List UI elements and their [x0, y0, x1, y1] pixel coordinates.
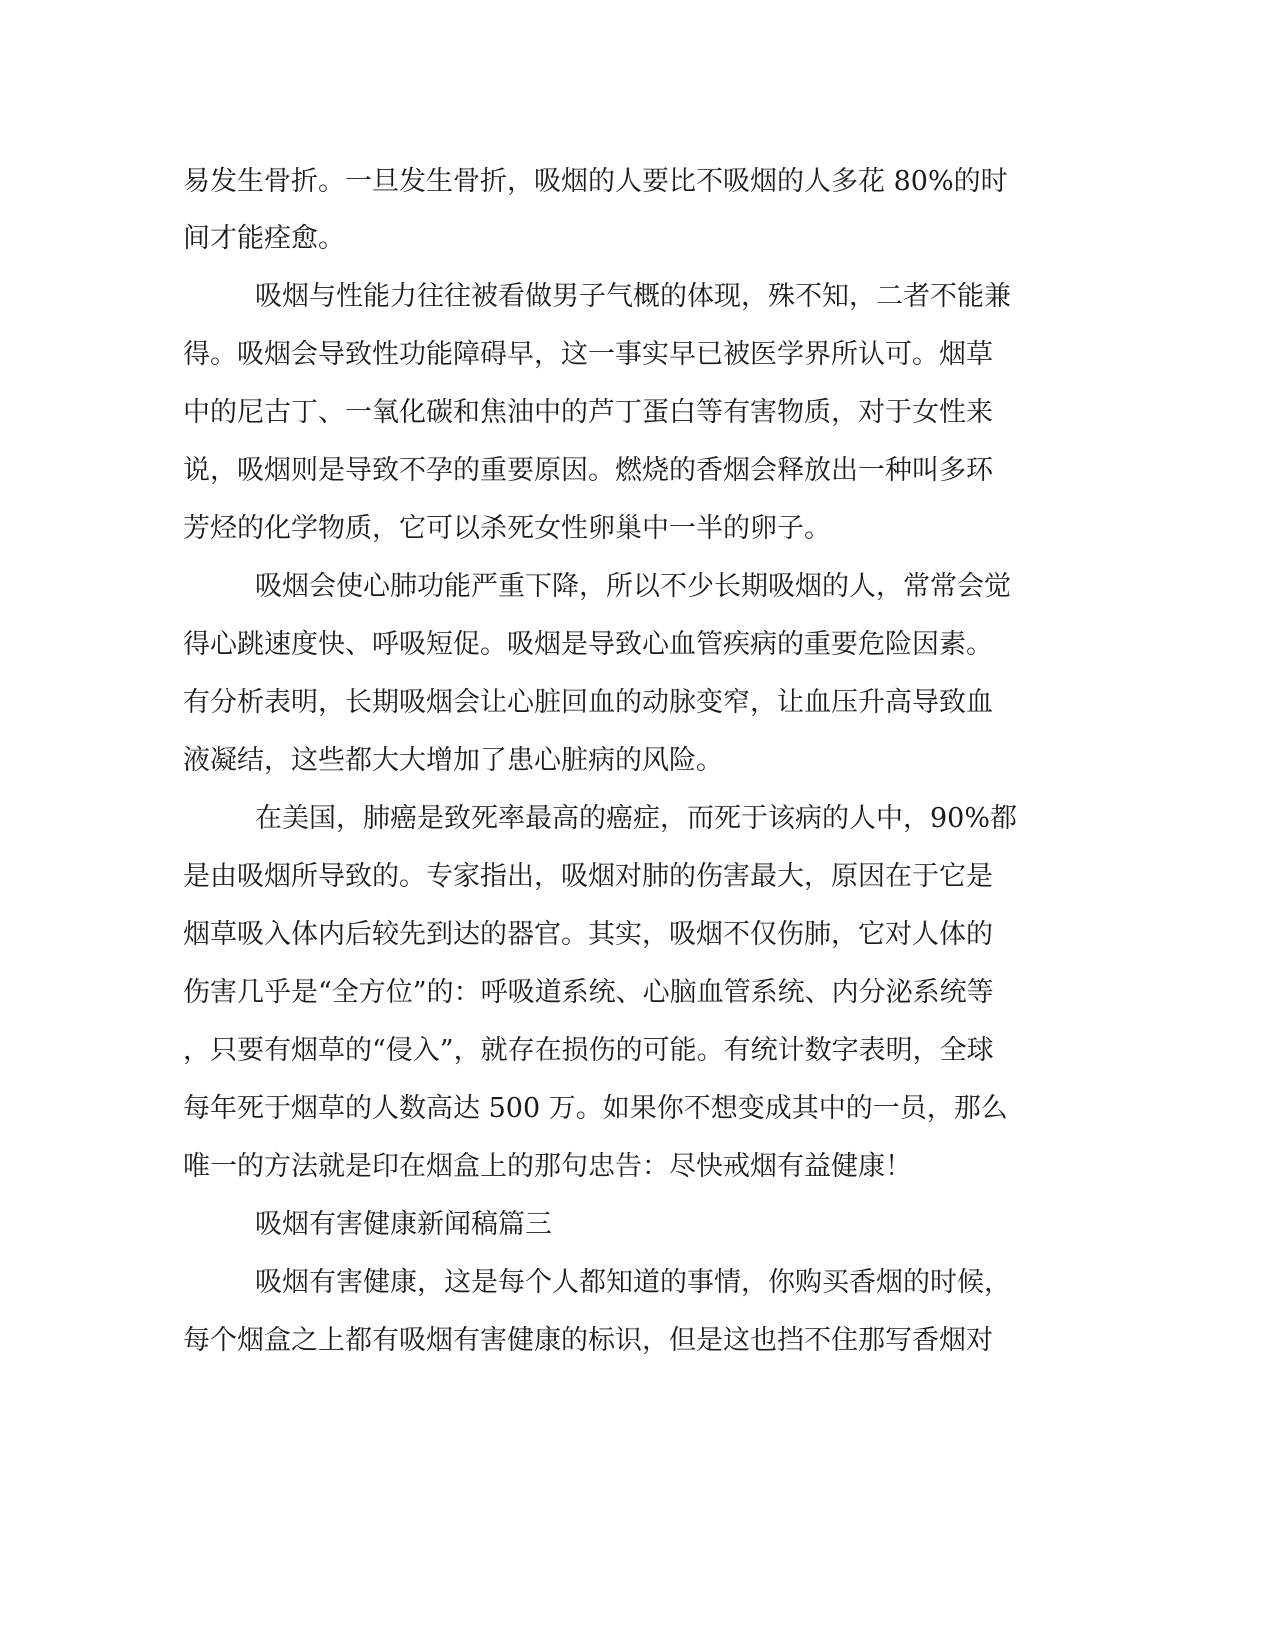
paragraph-start-line: 吸烟会使心肺功能严重下降，所以不少长期吸烟的人，常常会觉	[255, 571, 1011, 602]
section-heading: 吸烟有害健康新闻稿篇三	[255, 1209, 552, 1240]
text-line: 易发生骨折。一旦发生骨折，吸烟的人要比不吸烟的人多花 80%的时	[183, 166, 1008, 197]
text-line: 伤害几乎是“全方位”的：呼吸道系统、心脑血管系统、内分泌系统等	[183, 977, 994, 1008]
text-line: 得。吸烟会导致性功能障碍早，这一事实早已被医学界所认可。烟草	[183, 339, 993, 370]
paragraph-start-line: 吸烟与性能力往往被看做男子气概的体现，殊不知，二者不能兼	[255, 281, 1011, 312]
text-line: 得心跳速度快、呼吸短促。吸烟是导致心血管疾病的重要危险因素。	[183, 629, 993, 660]
text-line: 中的尼古丁、一氧化碳和焦油中的芦丁蛋白等有害物质，对于女性来	[183, 397, 993, 428]
text-line: 每年死于烟草的人数高达 500 万。如果你不想变成其中的一员，那么	[183, 1093, 1008, 1124]
paragraph-start-line: 吸烟有害健康，这是每个人都知道的事情，你购买香烟的时候，	[255, 1267, 1011, 1298]
text-line: 唯一的方法就是印在烟盒上的那句忠告：尽快戒烟有益健康！	[183, 1151, 912, 1182]
text-line: 有分析表明，长期吸烟会让心脏回血的动脉变窄，让血压升高导致血	[183, 687, 993, 718]
paragraph-start-line: 在美国，肺癌是致死率最高的癌症，而死于该病的人中，90%都	[255, 803, 1018, 834]
text-line: 说，吸烟则是导致不孕的重要原因。燃烧的香烟会释放出一种叫多环	[183, 455, 993, 486]
text-line: 每个烟盒之上都有吸烟有害健康的标识，但是这也挡不住那写香烟对	[183, 1325, 993, 1356]
text-line: 芳烃的化学物质，它可以杀死女性卵巢中一半的卵子。	[183, 513, 831, 544]
text-line: 液凝结，这些都大大增加了患心脏病的风险。	[183, 745, 723, 776]
text-line: 是由吸烟所导致的。专家指出，吸烟对肺的伤害最大，原因在于它是	[183, 861, 993, 892]
text-line: 烟草吸入体内后较先到达的器官。其实，吸烟不仅伤肺，它对人体的	[183, 919, 993, 950]
text-line: 间才能痊愈。	[183, 223, 345, 254]
text-line: ，只要有烟草的“侵入”，就存在损伤的可能。有统计数字表明，全球	[183, 1035, 994, 1066]
